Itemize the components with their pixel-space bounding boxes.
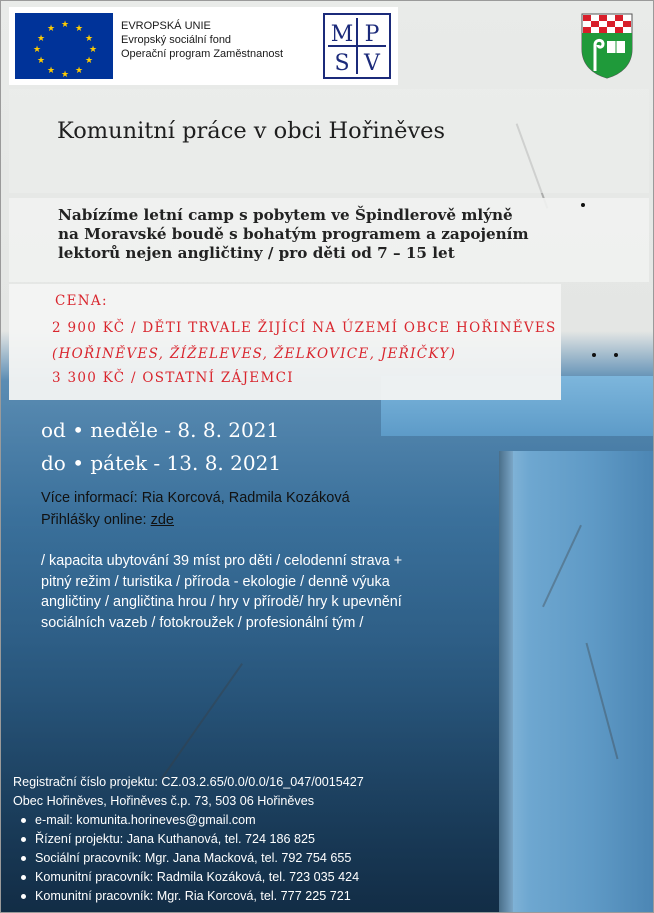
background-pillar	[499, 451, 653, 912]
footer-contacts	[13, 773, 364, 906]
date-to: do • pátek - 13. 8. 2021	[41, 451, 282, 475]
features-line: pitný režim / turistika / příroda - ekologie / denně výuka	[41, 573, 390, 590]
address: Obec Hořiněves, Hořiněves č.p. 73, 503 06 Hořiněves	[13, 794, 315, 808]
offer-line: lektorů nejen angličtiny / pro děti od 7 – 15 let	[58, 244, 455, 262]
price-label: CENA:	[55, 293, 108, 309]
more-info: Více informací: Ria Korcová, Radmila Kozáková	[41, 490, 350, 506]
contact-item: Komunitní pracovník: Radmila Kozáková, tel. 723 035 424	[21, 868, 364, 887]
logo-banner	[9, 7, 398, 85]
features-line: / kapacita ubytování 39 míst pro děti / celodenní strava +	[41, 553, 403, 569]
features-line: sociálních vazeb / fotokroužek / profesionální tým /	[41, 614, 364, 631]
price-others: 3 300 KČ / OSTATNÍ ZÁJEMCI	[52, 370, 294, 386]
page-title: Komunitní práce v obci Hořiněves	[57, 118, 446, 144]
decorative-dot	[581, 203, 585, 207]
features-line: angličtiny / angličtina hrou / hry v přírodě/ hry k upevnění	[41, 594, 402, 610]
offer-text	[58, 206, 638, 263]
offer-line: Nabízíme letní camp s pobytem ve Špindlerově mlýně	[58, 206, 513, 224]
contact-list	[13, 811, 364, 906]
features-list	[41, 551, 511, 633]
date-from: od • neděle - 8. 8. 2021	[41, 418, 280, 442]
municipal-crest-icon	[581, 13, 633, 79]
contact-item: Komunitní pracovník: Mgr. Ria Korcová, tel. 777 225 721	[21, 887, 364, 906]
apply-online	[41, 512, 174, 528]
eu-text-line: Evropský sociální fond	[121, 34, 232, 46]
offer-line: na Moravské boudě s bohatým programem a zapojením	[58, 225, 529, 243]
decorative-dot	[614, 353, 618, 357]
eu-text-line: EVROPSKÁ UNIE	[121, 20, 211, 32]
contact-email: e-mail: komunita.horineves@gmail.com	[21, 811, 364, 830]
mpsv-letter: V	[364, 51, 380, 76]
decorative-dot	[592, 353, 596, 357]
mpsv-letter: P	[364, 22, 380, 47]
mpsv-logo	[323, 13, 391, 79]
background-pillar-edge	[499, 451, 513, 912]
crack-decoration	[161, 663, 243, 779]
contact-item: Sociální pracovník: Mgr. Jana Macková, tel. 792 754 655	[21, 849, 364, 868]
price-local-villages: (HOŘINĚVES, ŽÍŽELEVES, ŽELKOVICE, JEŘIČKY)	[52, 346, 457, 362]
apply-label: Přihlášky online:	[41, 512, 151, 528]
apply-link[interactable]: zde	[150, 512, 174, 528]
eu-program-text	[121, 19, 283, 61]
registration-number: Registrační číslo projektu: CZ.03.2.65/0.0/0.0/16_047/0015427	[13, 775, 364, 789]
eu-flag-icon: ★ ★ ★ ★ ★ ★ ★ ★ ★ ★ ★ ★	[15, 13, 113, 79]
mpsv-letter: S	[334, 51, 350, 76]
contact-item: Řízení projektu: Jana Kuthanová, tel. 724 186 825	[21, 830, 364, 849]
eu-text-line: Operační program Zaměstnanost	[121, 48, 284, 60]
price-local: 2 900 KČ / DĚTI TRVALE ŽIJÍCÍ NA ÚZEMÍ OBCE HOŘINĚVES	[52, 320, 557, 336]
mpsv-letter: M	[330, 22, 354, 47]
